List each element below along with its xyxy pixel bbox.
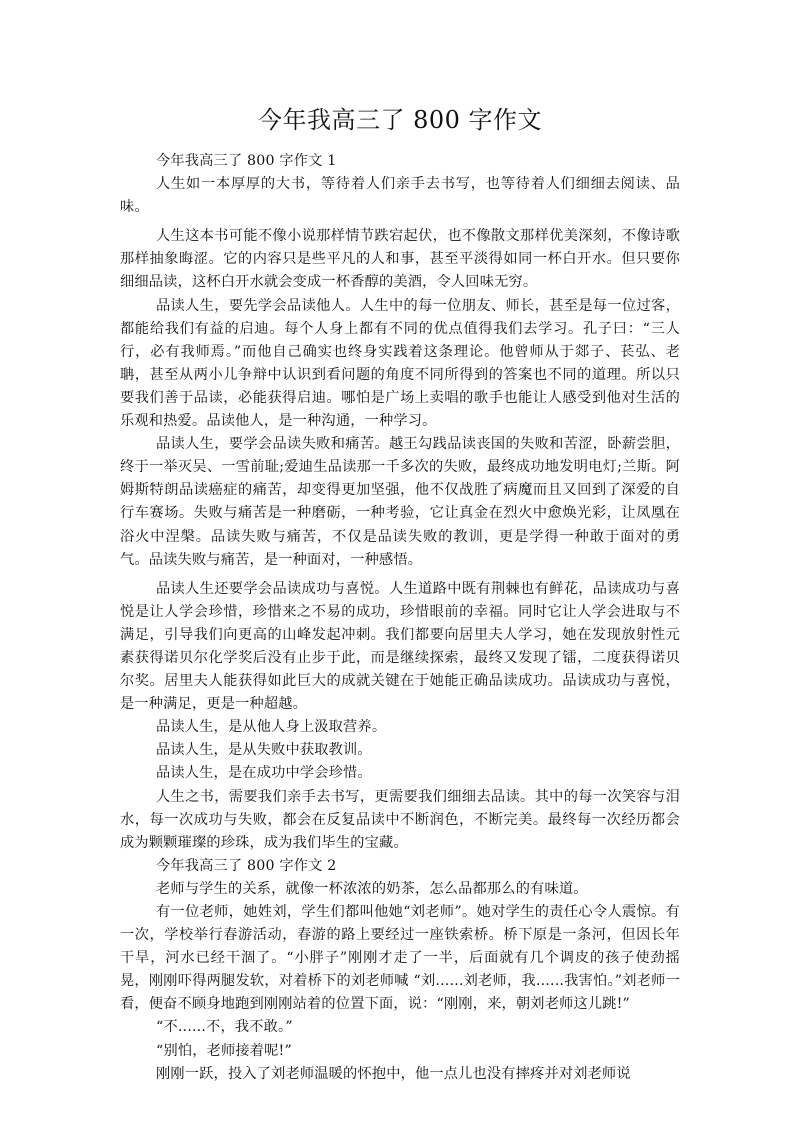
paragraph: “别怕，老师接着呢!” [156, 1042, 292, 1059]
paragraph: 品读人生还要学会品读成功与喜悦。人生道路中既有荆棘也有鲜花，品读成功与喜悦是让人学会珍惜，珍惜来之不易的成功，珍惜眼前的幸福。同时它让人学会进取与不满足，引导我们向更高的山峰发起冲刺。我们都要向居里夫人学习，她在发现放射性元素获得诺贝尔化学奖后没有止步于此，而是继续探索，最终又发现了镭，二度获得诺贝尔奖。居里夫人能获得如此巨大的成就关键在于她能正确品读成功。品读成功与喜悦，是一种满足，更是一种超越。 [120, 580, 680, 713]
paragraph: 品读人生，是从他人身上汲取营养。 [156, 719, 387, 736]
paragraph: 人生这本书可能不像小说那样情节跌宕起伏，也不像散文那样优美深刻，不像诗歌那样抽象晦涩。它的内容只是些平凡的人和事，甚至平淡得如同一杯白开水。但只要你细细品读，这杯白开水就会变成一杯香醇的美酒，令人回味无穷。 [120, 228, 680, 291]
paragraph: “不......不，我不敢。” [156, 1019, 293, 1036]
document-page [120, 104, 680, 1086]
paragraph: 老师与学生的关系，就像一杯浓浓的奶茶，怎么品都那么的有味道。 [156, 880, 588, 897]
paragraph: 品读人生，是从失败中获取教训。 [156, 742, 372, 759]
paragraph: 人生之书，需要我们亲手去书写，更需要我们细细去品读。其中的每一次笑容与泪水，每一次成功与失败，都会在反复品读中不断润色，不断完美。最终每一次经历都会成为颗颗璀璨的珍珠，成为我们毕生的宝藏。 [120, 788, 680, 851]
paragraph: 有一位老师，她姓刘，学生们都叫他她“刘老师”。她对学生的责任心令人震惊。有一次，学校举行春游活动，春游的路上要经过一座铁索桥。桥下原是一条河，但因长年干旱，河水已经干涸了。“小胖子”刚刚才走了一半，后面就有几个调皮的孩子使劲摇晃，刚刚吓得两腿发软，对着桥下的刘老师喊 “刘......刘老师，我......我害怕。”刘老师一看，便奋不顾身地跑到刚刚站着的位置下面，说：“刚刚，来，朝刘老师这儿跳!” [120, 904, 680, 1013]
paragraph: 人生如一本厚厚的大书，等待着人们亲手去书写，也等待着人们细细去阅读、品味。 [120, 176, 680, 216]
paragraph: 刚刚一跃，投入了刘老师温暖的怀抱中，他一点儿也没有摔疼并对刘老师说 [156, 1065, 631, 1082]
paragraph: 品读人生，要先学会品读他人。人生中的每一位朋友、师长，甚至是每一位过客，都能给我们有益的启迪。每个人身上都有不同的优点值得我们去学习。孔子曰：“三人行，必有我师焉。”而他自己确实也终身实践着这条理论。他曾师从于郯子、苌弘、老聃，甚至从两小儿争辩中认识到看问题的角度不同所得到的答案也不同的道理。所以只要我们善于品读，必能获得启迪。哪怕是广场上卖唱的歌手也能让人感受到他对生活的乐观和热爱。品读他人，是一种沟通，一种学习。 [120, 297, 680, 430]
paragraph: 品读人生，要学会品读失败和痛苦。越王勾践品读丧国的失败和苦涩，卧薪尝胆，终于一举灭吴、一雪前耻;爱迪生品读那一千多次的失败，最终成功地发明电灯;兰斯。阿姆斯特朗品读癌症的痛苦，却变得更加坚强，他不仅战胜了病魔而且又回到了深爱的自行车赛场。失败与痛苦是一种磨砺，一种考验，它让真金在烈火中愈焕光彩，让凤凰在浴火中涅槃。品读失败与痛苦，不仅是品读失败的教训，更是学得一种敢于面对的勇气。品读失败与痛苦，是一种面对，一种感悟。 [120, 436, 680, 568]
document-title: 今年我高三了 800 字作文 [257, 106, 543, 134]
paragraph: 品读人生，是在成功中学会珍惜。 [156, 765, 372, 782]
essay-1-heading: 今年我高三了 800 字作文 1 [156, 153, 337, 169]
essay-2-heading: 今年我高三了 800 字作文 2 [156, 857, 337, 874]
